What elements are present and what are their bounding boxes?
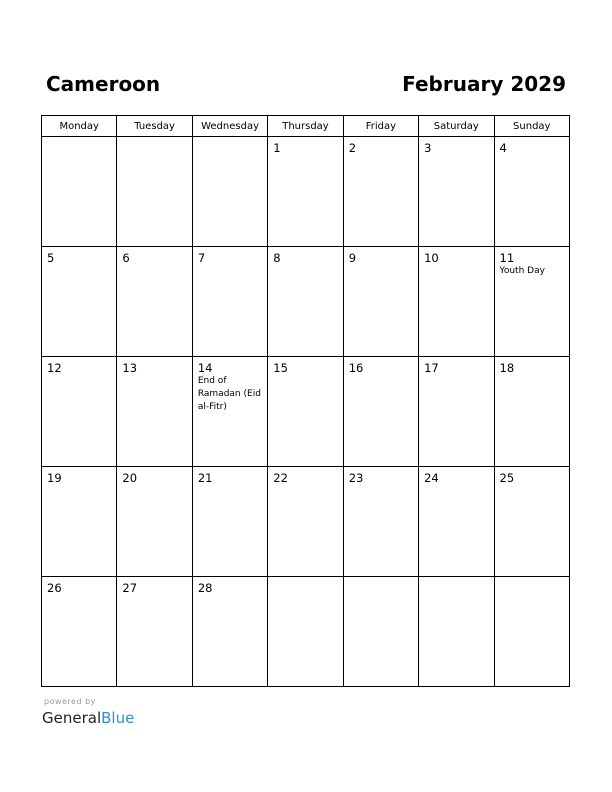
day-number: 1: [273, 141, 281, 155]
day-number: 19: [47, 471, 62, 485]
day-cell: [42, 247, 117, 357]
day-cell: [494, 137, 569, 247]
day-number: 15: [273, 361, 288, 375]
day-number: 17: [424, 361, 439, 375]
day-number: 20: [122, 471, 138, 485]
day-number: 3: [424, 141, 432, 155]
weekday-header-friday: Friday: [343, 116, 418, 137]
day-cell: [419, 467, 494, 577]
day-cell-empty: [192, 137, 267, 247]
day-number: 26: [47, 581, 62, 595]
holiday-label-youth-day: Youth Day: [499, 266, 545, 276]
footer-branding: [42, 697, 134, 728]
day-cell-holiday: [494, 247, 569, 357]
day-number: 21: [197, 471, 213, 485]
day-cell: [192, 577, 267, 687]
day-cell: [268, 247, 343, 357]
day-number: 7: [197, 251, 206, 265]
weekday-header-monday: Monday: [42, 116, 117, 137]
day-cell: [117, 357, 192, 467]
day-cell: [343, 247, 418, 357]
day-cell-holiday: [192, 357, 267, 467]
day-cell: [494, 467, 569, 577]
day-cell: [42, 577, 117, 687]
day-cell: [117, 577, 192, 687]
weekday-header-sunday: Sunday: [494, 116, 569, 137]
day-number: 23: [348, 471, 364, 485]
day-cell-empty: [343, 577, 418, 687]
day-cell: [268, 137, 343, 247]
day-number: 2: [348, 141, 357, 155]
day-number: 27: [122, 581, 138, 595]
day-cell-empty: [268, 577, 343, 687]
powered-by-text: powered by: [44, 697, 96, 706]
week-row: [42, 577, 570, 687]
day-cell-empty: [494, 577, 569, 687]
day-cell: [42, 467, 117, 577]
day-number: 8: [273, 251, 281, 265]
calendar-grid: [41, 115, 570, 687]
day-cell: [117, 247, 192, 357]
day-cell: [419, 247, 494, 357]
weekday-header-row: [42, 116, 570, 137]
day-cell: [268, 357, 343, 467]
brand-general-text: General: [42, 709, 102, 727]
day-cell: [192, 467, 267, 577]
day-cell-empty: [42, 137, 117, 247]
month-year-title: February 2029: [402, 72, 566, 96]
day-cell: [343, 357, 418, 467]
day-number: 6: [122, 251, 130, 265]
day-number: 22: [273, 471, 288, 485]
day-cell: [343, 467, 418, 577]
weekday-header-tuesday: Tuesday: [117, 116, 192, 137]
day-cell: [419, 137, 494, 247]
day-cell-empty: [117, 137, 192, 247]
day-cell: [42, 357, 117, 467]
day-number: 5: [47, 251, 55, 265]
day-number: 14: [197, 361, 213, 375]
day-cell-empty: [419, 577, 494, 687]
country-title: Cameroon: [46, 72, 161, 96]
weekday-header-thursday: Thursday: [268, 116, 343, 137]
day-number: 25: [499, 471, 515, 485]
weekday-header-saturday: Saturday: [419, 116, 494, 137]
day-number: 28: [197, 581, 213, 595]
week-row: [42, 137, 570, 247]
day-cell: [419, 357, 494, 467]
holiday-label-eid-al-fitr: End of Ramadan (Eid al-Fitr): [197, 376, 261, 412]
day-number: 4: [499, 141, 507, 155]
week-row: [42, 247, 570, 357]
week-row: [42, 467, 570, 577]
day-number: 13: [122, 361, 138, 375]
day-number: 10: [424, 251, 439, 265]
week-row: [42, 357, 570, 467]
day-number: 11: [499, 251, 515, 265]
day-number: 24: [424, 471, 439, 485]
day-number: 12: [47, 361, 62, 375]
day-cell: [192, 247, 267, 357]
day-number: 9: [348, 251, 357, 265]
day-cell: [117, 467, 192, 577]
day-number: 18: [499, 361, 515, 375]
brand-blue-text: Blue: [101, 709, 135, 727]
day-cell: [343, 137, 418, 247]
day-number: 16: [348, 361, 364, 375]
day-cell: [494, 357, 569, 467]
generalblue-logo[interactable]: [42, 708, 134, 728]
day-cell: [268, 467, 343, 577]
weekday-header-wednesday: Wednesday: [192, 116, 267, 137]
